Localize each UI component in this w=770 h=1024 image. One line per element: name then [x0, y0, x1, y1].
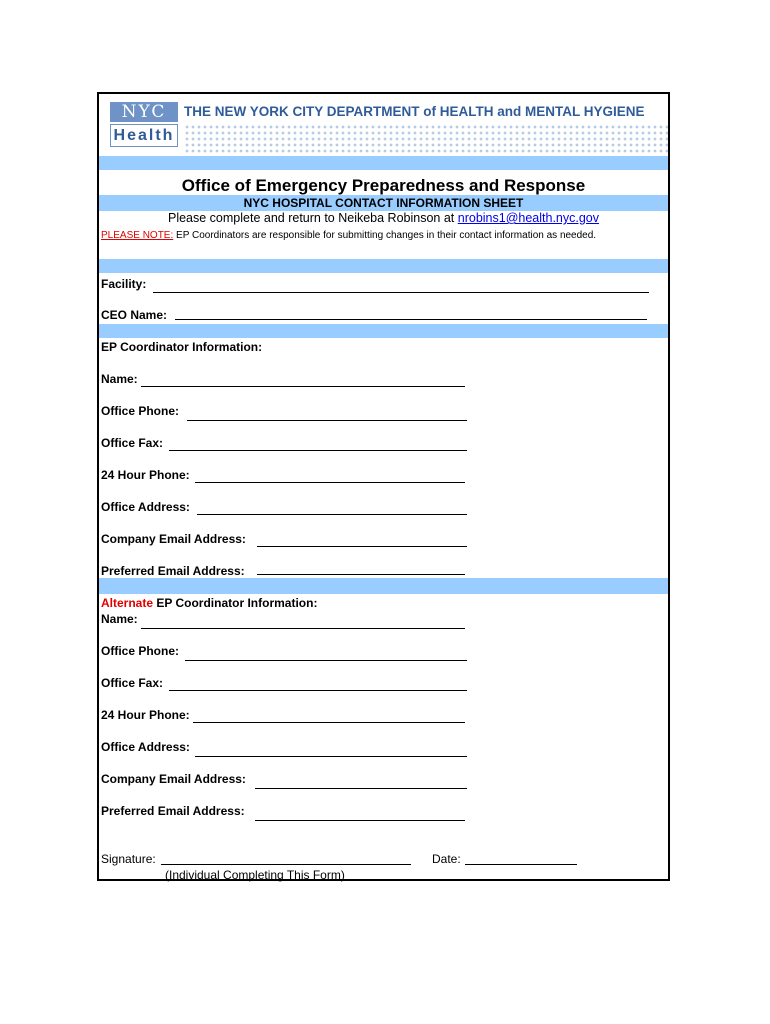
alt-24-hour-phone-field[interactable] [193, 722, 465, 723]
alt-24-hour-phone-label: 24 Hour Phone: [101, 708, 190, 722]
return-instruction [99, 211, 668, 225]
logo-health-text: Health [110, 124, 178, 147]
alt-company-email-label: Company Email Address: [101, 772, 246, 786]
alt-preferred-email-label: Preferred Email Address: [101, 804, 245, 818]
alt-office-fax-label: Office Fax: [101, 676, 164, 690]
department-name: THE NEW YORK CITY DEPARTMENT of HEALTH and MENTAL HYGIENE [184, 104, 645, 119]
ep-name-label: Name: [101, 372, 138, 386]
signature-field[interactable] [161, 864, 411, 865]
note-text: EP Coordinators are responsible for submitting changes in their contact information as needed. [176, 230, 597, 241]
ep-company-email-field[interactable] [257, 546, 467, 547]
alternate-heading-rest: EP Coordinator Information: [153, 596, 318, 610]
ceo-name-field[interactable] [175, 319, 647, 320]
ceo-name-label: CEO Name: [101, 308, 168, 322]
ep-office-phone-label: Office Phone: [101, 404, 180, 418]
section-band [99, 259, 668, 273]
ep-coordinator-heading: EP Coordinator Information: [101, 340, 263, 354]
alternate-coordinator-heading [101, 596, 317, 610]
alt-office-address-label: Office Address: [101, 740, 190, 754]
signature-note: (Individual Completing This Form) [165, 868, 345, 882]
alt-office-fax-field[interactable] [169, 690, 467, 691]
logo-nyc-text: NYC [110, 102, 178, 122]
header-band [99, 156, 668, 170]
ep-company-email-label: Company Email Address: [101, 532, 246, 546]
ep-office-fax-label: Office Fax: [101, 436, 164, 450]
instruction-text: Please complete and return to Neikeba Robinson at [167, 211, 458, 225]
ep-office-phone-field[interactable] [187, 420, 467, 421]
ep-24-hour-phone-label: 24 Hour Phone: [101, 468, 190, 482]
note [101, 230, 596, 241]
date-field[interactable] [465, 864, 577, 865]
ep-24-hour-phone-field[interactable] [195, 482, 465, 483]
return-email-link[interactable]: nrobins1@health.nyc.gov [457, 211, 599, 225]
alt-company-email-field[interactable] [255, 788, 467, 789]
section-band [99, 578, 668, 594]
alt-name-label: Name: [101, 612, 138, 626]
alt-office-address-field[interactable] [195, 756, 467, 757]
form-title: Office of Emergency Preparedness and Response [181, 176, 586, 195]
ep-office-address-label: Office Address: [101, 500, 190, 514]
signature-label: Signature: [101, 852, 156, 866]
ep-office-fax-field[interactable] [169, 450, 467, 451]
section-band [99, 324, 668, 338]
alt-preferred-email-field[interactable] [255, 820, 465, 821]
facility-field[interactable] [153, 292, 649, 293]
nyc-health-logo [110, 102, 178, 148]
alt-name-field[interactable] [141, 628, 465, 629]
alt-office-phone-field[interactable] [185, 660, 467, 661]
note-label: PLEASE NOTE: [101, 230, 174, 241]
date-label: Date: [432, 852, 461, 866]
ep-preferred-email-label: Preferred Email Address: [101, 564, 245, 578]
dot-pattern-decoration [184, 124, 668, 154]
form-subtitle: NYC HOSPITAL CONTACT INFORMATION SHEET [99, 195, 668, 211]
ep-name-field[interactable] [141, 386, 465, 387]
alternate-word: Alternate [101, 596, 154, 610]
contact-form [97, 92, 670, 881]
ep-office-address-field[interactable] [197, 514, 467, 515]
facility-label: Facility: [101, 277, 147, 291]
alt-office-phone-label: Office Phone: [101, 644, 180, 658]
ep-preferred-email-field[interactable] [257, 574, 465, 575]
letterhead [99, 94, 668, 158]
